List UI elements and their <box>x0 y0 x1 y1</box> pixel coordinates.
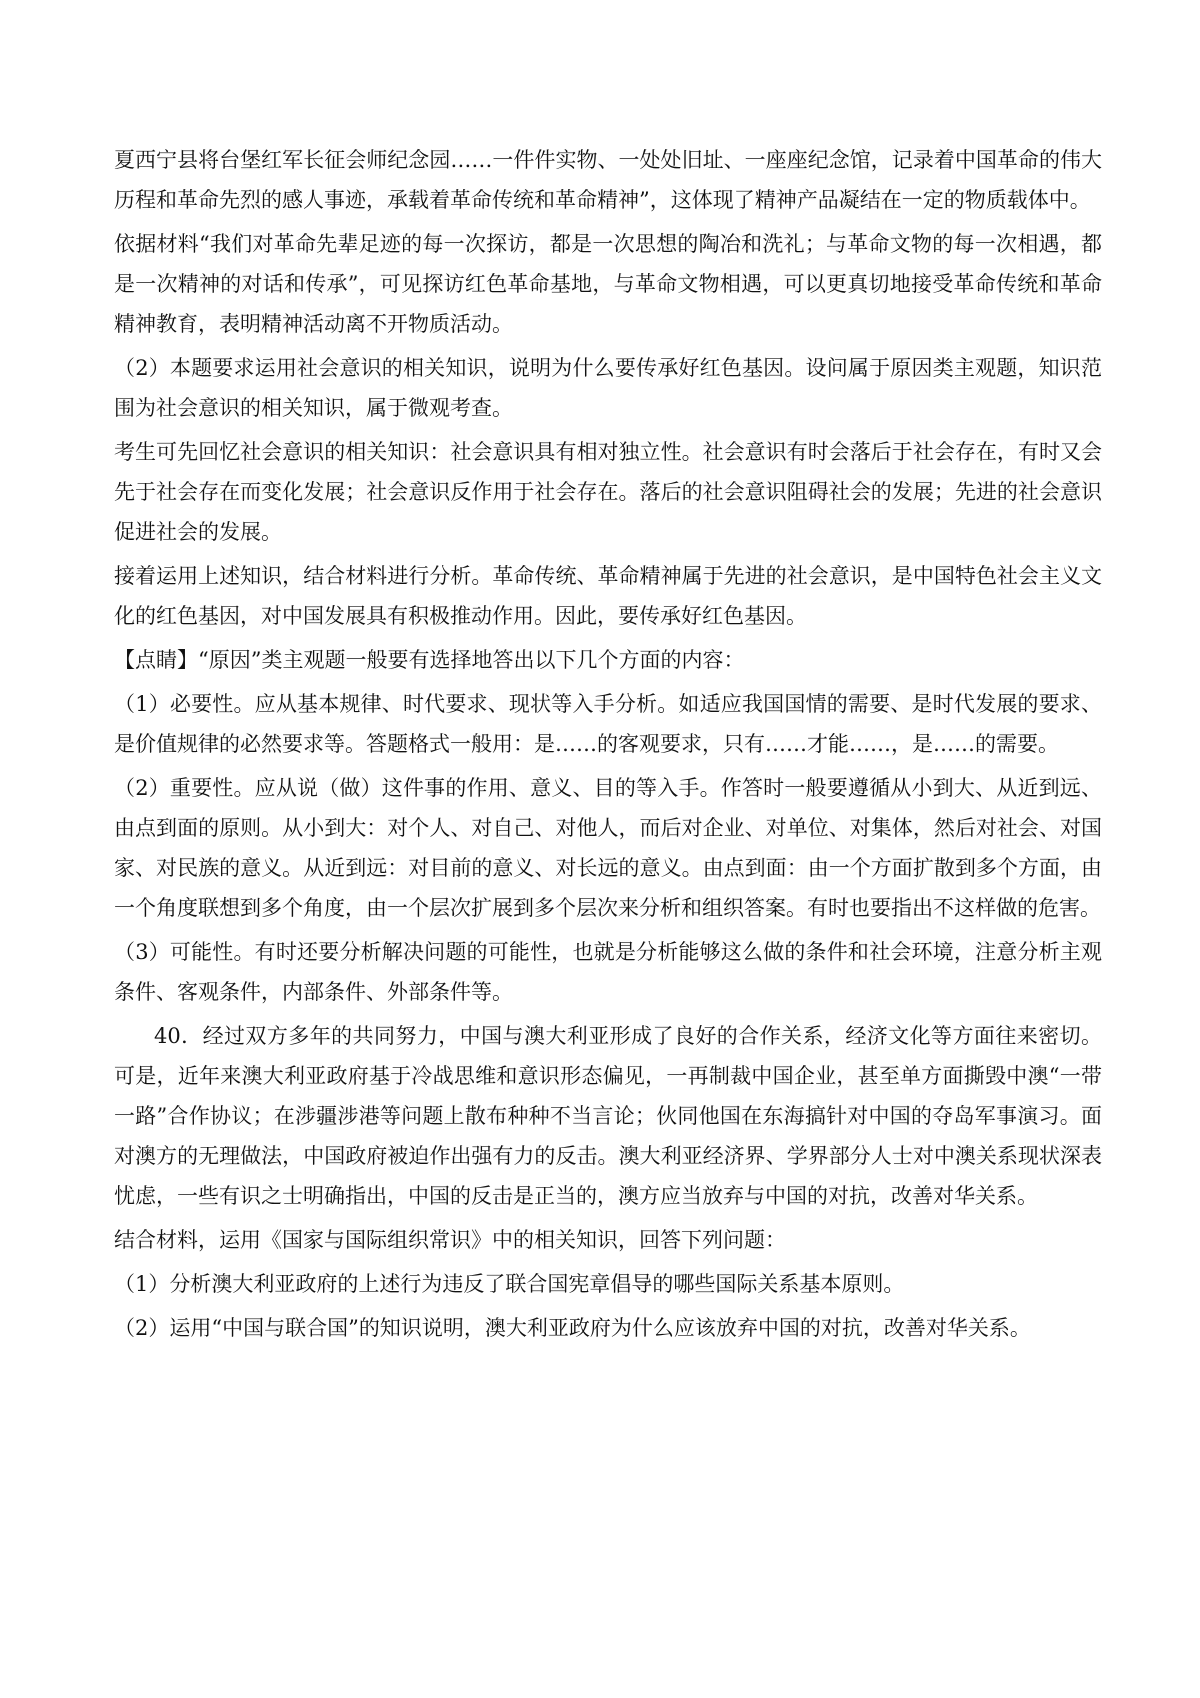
question-40-sub-1: （1）分析澳大利亚政府的上述行为违反了联合国宪章倡导的哪些国际关系基本原则。 <box>114 1272 905 1296</box>
tip-item-necessity: （1）必要性。应从基本规律、时代要求、现状等入手分析。如适应我国国情的需要、是时代发展的要求、是价值规律的必然要求等。答题格式一般用：是……的客观要求，只有……才能……，是……的需要。 <box>114 692 1102 756</box>
analysis-paragraph-knowledge: 考生可先回忆社会意识的相关知识：社会意识具有相对独立性。社会意识有时会落后于社会存在，有时又会先于社会存在而变化发展；社会意识反作用于社会存在。落后的社会意识阻碍社会的发展；先进的社会意识促进社会的发展。 <box>114 440 1102 544</box>
tip-item-possibility: （3）可能性。有时还要分析解决问题的可能性，也就是分析能够这么做的条件和社会环境，注意分析主观条件、客观条件，内部条件、外部条件等。 <box>114 940 1102 1004</box>
analysis-paragraph-question-2: （2）本题要求运用社会意识的相关知识，说明为什么要传承好红色基因。设问属于原因类主观题，知识范围为社会意识的相关知识，属于微观考查。 <box>114 356 1102 420</box>
analysis-paragraph-application: 接着运用上述知识，结合材料进行分析。革命传统、革命精神属于先进的社会意识，是中国特色社会主义文化的红色基因，对中国发展具有积极推动作用。因此，要传承好红色基因。 <box>114 564 1102 628</box>
answer-paragraph-material-1: 夏西宁县将台堡红军长征会师纪念园……一件件实物、一处处旧址、一座座纪念馆，记录着中国革命的伟大历程和革命先烈的感人事迹，承载着革命传统和革命精神”，这体现了精神产品凝结在一定的物质载体中。 <box>114 148 1102 212</box>
tip-heading-paragraph: 【点睛】“原因”类主观题一般要有选择地答出以下几个方面的内容： <box>114 648 745 672</box>
document-body <box>114 140 1102 1352</box>
question-40-instruction: 结合材料，运用《国家与国际组织常识》中的相关知识，回答下列问题： <box>114 1228 786 1252</box>
answer-paragraph-material-2: 依据材料“我们对革命先辈足迹的每一次探访，都是一次思想的陶冶和洗礼；与革命文物的每一次相遇，都是一次精神的对话和传承”，可见探访红色革命基地，与革命文物相遇，可以更真切地接受革命传统和革命精神教育，表明精神活动离不开物质活动。 <box>114 232 1102 336</box>
question-40-material: 40．经过双方多年的共同努力，中国与澳大利亚形成了良好的合作关系，经济文化等方面往来密切。可是，近年来澳大利亚政府基于冷战思维和意识形态偏见，一再制裁中国企业，甚至单方面撕毁中澳“一带一路”合作协议；在涉疆涉港等问题上散布种种不当言论；伙同他国在东海搞针对中国的夺岛军事演习。面对澳方的无理做法，中国政府被迫作出强有力的反击。澳大利亚经济界、学界部分人士对中澳关系现状深表忧虑，一些有识之士明确指出，中国的反击是正当的，澳方应当放弃与中国的对抗，改善对华关系。 <box>114 1024 1102 1208</box>
tip-item-importance: （2）重要性。应从说（做）这件事的作用、意义、目的等入手。作答时一般要遵循从小到大、从近到远、由点到面的原则。从小到大：对个人、对自己、对他人，而后对企业、对单位、对集体，然后对社会、对国家、对民族的意义。从近到远：对目前的意义、对长远的意义。由点到面：由一个方面扩散到多个方面，由一个角度联想到多个角度，由一个层次扩展到多个层次来分析和组织答案。有时也要指出不这样做的危害。 <box>114 776 1102 920</box>
question-40-sub-2: （2）运用“中国与联合国”的知识说明，澳大利亚政府为什么应该放弃中国的对抗，改善对华关系。 <box>114 1316 1031 1340</box>
